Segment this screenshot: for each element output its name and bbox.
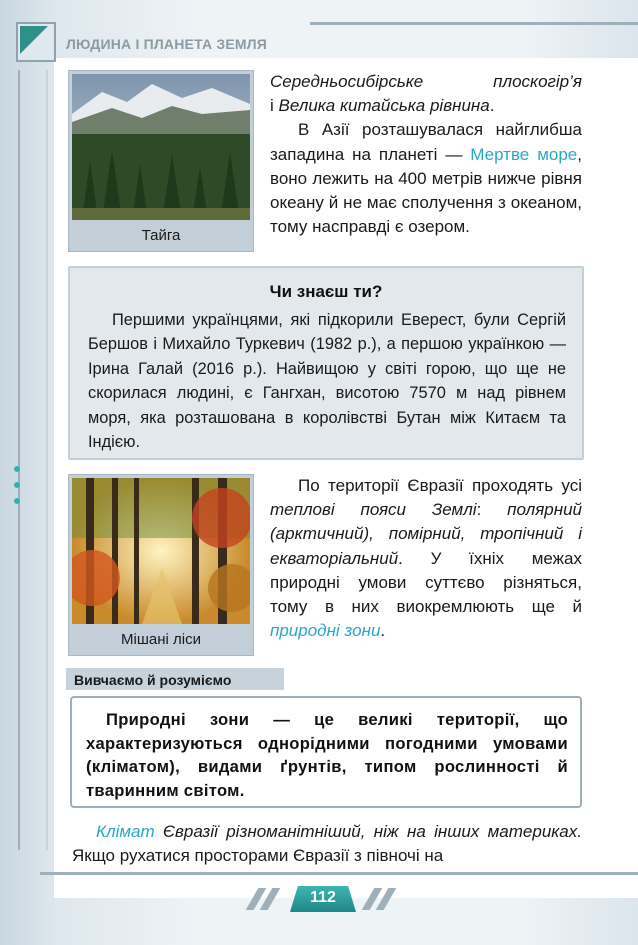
definition-box <box>70 696 582 808</box>
italic-term: Євразії різноманітніший, ніж на інших материках. <box>154 822 582 841</box>
left-rail <box>18 70 48 850</box>
mixed-forest-image <box>72 478 250 624</box>
text-span: По території Євразії проходять усі <box>298 476 582 495</box>
page-header: ЛЮДИНА І ПЛАНЕТА ЗЕМЛЯ <box>66 36 268 52</box>
climate-link[interactable]: Клімат <box>96 822 155 841</box>
paragraph-climate-belts <box>270 474 582 643</box>
text-span: , воно лежить на 400 метрів нижче рівня океану й не має сполучення з океаном, тому насправді є озером. <box>270 144 582 237</box>
text-span: . <box>380 621 386 641</box>
text-span: . <box>489 96 495 116</box>
natural-zones-link[interactable]: природні зони <box>270 621 381 641</box>
page-number: 112 <box>310 889 336 906</box>
photo-caption: Тайга <box>141 227 181 244</box>
italic-term: Середньосибірське плоскогір’я <box>270 72 582 91</box>
did-you-know-box <box>68 266 584 460</box>
paragraph-asia <box>270 70 582 239</box>
learn-section-label: Вивчаємо й розуміємо <box>74 672 232 688</box>
paragraph-climate <box>72 820 582 869</box>
text-span: В Азії розташувалася найглибша западина на планеті — <box>270 120 582 164</box>
photo-card-taiga <box>68 70 254 252</box>
definition-text: Природні зони — це великі території, що характеризуються однорідними погодними умовами (кліматом), видами ґрунтів, типом рослинності й тваринним світом. <box>86 710 568 800</box>
text-span: : <box>476 500 508 520</box>
photo-caption: Мішані ліси <box>121 631 201 648</box>
italic-term: полярний (арктичний), помірний, тропічний і екваторіальний <box>270 500 582 568</box>
rail-dot-icon <box>14 466 20 472</box>
corner-triangle-icon <box>20 26 48 54</box>
did-you-know-title: Чи знаєш ти? <box>269 282 383 301</box>
rail-dot-icon <box>14 482 20 488</box>
did-you-know-text: Першими українцями, які підкорили Еверест, були Сергій Бершов і Михайло Туркевич (1982 р.), а першою українкою — Ірина Галай (2016 р.). Найвищою у світі горою, що ще не скорилася людині, є Гангхан, висотою 7570 м над рівнем моря, яка розташована в королівстві Бутан між Китаєм та Індією. <box>88 311 566 452</box>
photo-card-mixed-forest <box>68 474 254 656</box>
text-span: Якщо рухатися просторами Євразії з півночі на <box>72 846 444 866</box>
rail-dot-icon <box>14 498 20 504</box>
top-divider <box>310 22 638 25</box>
taiga-image <box>72 74 250 220</box>
footer-divider <box>40 872 638 875</box>
italic-term: теплові пояси Землі <box>270 500 477 520</box>
text-span: . У їхніх межах природні умови суттєво різняться, тому в них виокремлюють ще й <box>270 548 582 617</box>
text-span: і <box>270 96 279 116</box>
dead-sea-link[interactable]: Мертве море <box>470 144 578 164</box>
italic-term: Велика китайська рівнина <box>278 96 490 116</box>
